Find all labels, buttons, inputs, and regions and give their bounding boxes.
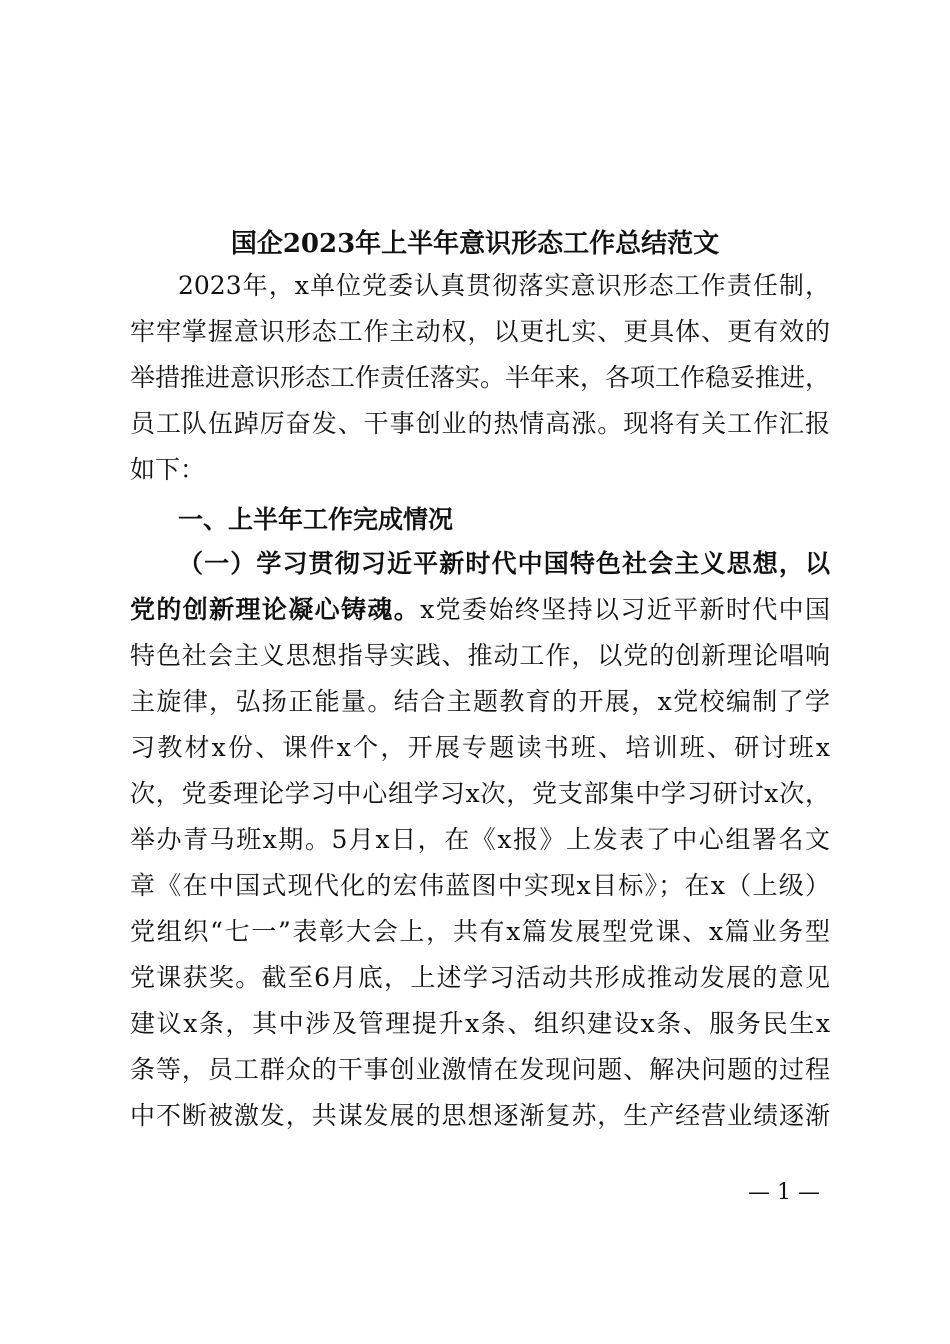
document-title: 国企2023年上半年意识形态工作总结范文 xyxy=(230,229,720,259)
body-line: 中不断被激发，共谋发展的思想逐渐复苏，生产经营业绩逐渐 xyxy=(130,1101,830,1130)
body-line: 党组织“七一”表彰大会上，共有x篇发展型党课、x篇业务型 xyxy=(130,917,830,946)
intro-line: 举措推进意识形态工作责任落实。半年来，各项工作稳妥推进， xyxy=(130,363,831,392)
body-line: 党课获奖。截至6月底，上述学习活动共形成推动发展的意见 xyxy=(130,963,830,992)
body-line: 特色社会主义思想指导实践、推动工作，以党的创新理论唱响 xyxy=(130,641,830,670)
subsection-heading-part2: 党的创新理论凝心铸魂。 xyxy=(130,595,421,624)
section-heading: 一、上半年工作完成情况 xyxy=(178,505,454,534)
page-number: — 1 — xyxy=(748,1180,820,1205)
body-line: 条等，员工群众的干事创业激情在发现问题、解决问题的过程 xyxy=(130,1055,830,1084)
subsection-heading-part1: （一）学习贯彻习近平新时代中国特色社会主义思想，以 xyxy=(178,549,830,578)
body-line: 习教材x份、课件x个，开展专题读书班、培训班、研讨班x xyxy=(130,733,830,762)
body-line: 章《在中国式现代化的宏伟蓝图中实现x目标》；在x（上级） xyxy=(130,871,830,900)
intro-line: 如下： xyxy=(130,455,206,484)
intro-line: 2023年，x单位党委认真贯彻落实意识形态工作责任制， xyxy=(178,271,830,300)
intro-line: 牢牢掌握意识形态工作主动权，以更扎实、更具体、更有效的 xyxy=(130,317,830,346)
body-line: 建议x条，其中涉及管理提升x条、组织建设x条、服务民生x xyxy=(130,1009,830,1038)
intro-line: 员工队伍踔厉奋发、干事创业的热情高涨。现将有关工作汇报 xyxy=(130,409,830,438)
subsection-heading-line xyxy=(178,546,830,582)
subsection-body-first-line xyxy=(130,592,830,628)
body-line: 次，党委理论学习中心组学习x次，党支部集中学习研讨x次， xyxy=(130,779,830,808)
body-line: 举办青马班x期。5月x日，在《x报》上发表了中心组署名文 xyxy=(130,825,830,854)
body-line: 主旋律，弘扬正能量。结合主题教育的开展，x党校编制了学 xyxy=(130,687,830,716)
body-text: x党委始终坚持以习近平新时代中国 xyxy=(420,595,830,624)
